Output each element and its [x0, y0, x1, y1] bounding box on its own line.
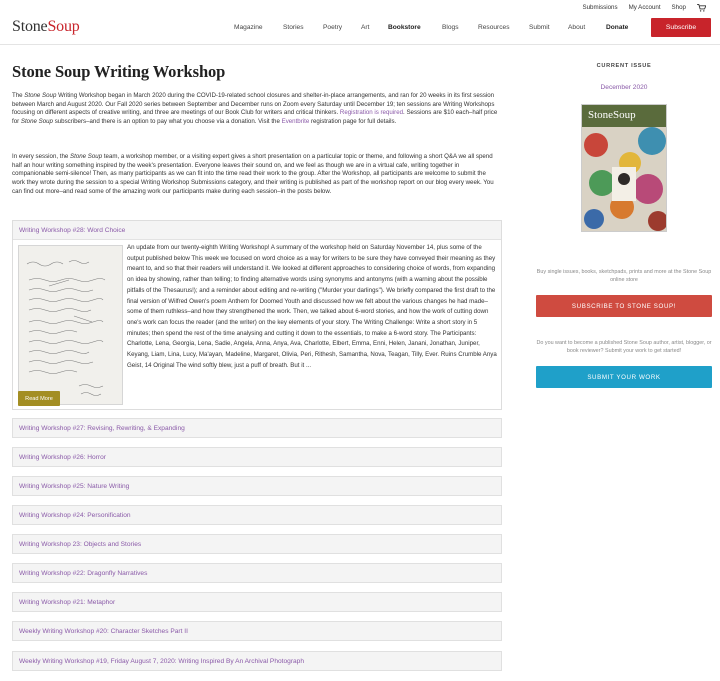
nav-resources[interactable]: Resources [478, 24, 510, 31]
intro-paragraph-2 [12, 153, 500, 197]
intro-text: Writing Workshop began in March 2020 during the COVID-19-related school closures and shelter-in-place arrangements, and ran for 20 weeks in its first session between March and August 2020. Our Fall 2020 series between September and December runs on Zoom every Saturday until December 19; ten sessions are Writing Workshops focusing on different aspects of creative writing, and three are meetings of our Book Club for writers and critical thinkers. [12, 92, 495, 117]
main-nav [234, 24, 646, 31]
post-accordion-item[interactable]: Weekly Writing Workshop #20: Character Sketches Part II [12, 621, 502, 641]
submit-work-button[interactable]: SUBMIT YOUR WORK [536, 366, 712, 388]
subscribe-button[interactable]: Subscribe [651, 18, 711, 37]
intro-text: In every session, the [12, 153, 71, 160]
brand-name: Stone Soup [20, 118, 53, 126]
nav-bookstore[interactable]: Bookstore [388, 24, 421, 31]
nav-submit[interactable]: Submit [529, 24, 550, 31]
post-accordion-item[interactable]: Writing Workshop #27: Revising, Rewriting, & Expanding [12, 418, 502, 438]
nav-about[interactable]: About [568, 24, 586, 31]
registration-link[interactable]: Registration is required [339, 109, 404, 117]
post-accordion-item[interactable]: Writing Workshop #21: Metaphor [12, 592, 502, 612]
my-account-link[interactable]: My Account [628, 4, 661, 11]
post-accordion-item[interactable]: Writing Workshop #25: Nature Writing [12, 476, 502, 496]
logo-soup: Soup [47, 18, 80, 35]
intro-text: subscribers–and there is an option to pay what you choose via a donation. Visit the [52, 118, 282, 126]
cart-icon[interactable] [697, 4, 706, 11]
shop-link[interactable]: Shop [671, 4, 686, 11]
current-issue-label: CURRENT ISSUE [596, 63, 652, 69]
subscribe-sidebar-button[interactable]: SUBSCRIBE TO STONE SOUP! [536, 295, 712, 317]
post-accordion-item[interactable]: Writing Workshop #24: Personification [12, 505, 502, 525]
cover-title: StoneSoup [588, 109, 636, 121]
post-accordion-item[interactable]: Writing Workshop 23: Objects and Stories [12, 534, 502, 554]
nav-stories[interactable]: Stories [283, 24, 304, 31]
nav-magazine[interactable]: Magazine [234, 24, 263, 31]
eventbrite-link[interactable]: Eventbrite [281, 118, 310, 126]
shop-blurb: Buy single issues, books, sketchpads, prints and more at the Stone Soup online store [536, 269, 712, 284]
manuscript-image[interactable] [18, 245, 123, 405]
featured-post-title[interactable]: Writing Workshop #28: Word Choice [13, 221, 501, 240]
logo-stone: Stone [12, 18, 48, 35]
intro-text: . Sessions are $10 each–half price for [12, 109, 498, 126]
featured-post [12, 220, 502, 410]
featured-post-excerpt: An update from our twenty-eighth Writing Workshop! A summary of the workshop held on Saturday November 14, plus some of the output published below This week we focused on word choice as a way for writers to be sure they have conveyed their meaning as they meant to, and so that their readers will understand it. We looked at different approaches to considering choice of words, from expanding on idea by showing, rather than telling; to finding alternative words using synonyms and antonyms (with a warning about the possible pitfalls of the Thesaurus!); and a reminder about editing and re-writing ("Murder your darlings"). We briefly compared the first draft to the final version of Wilfred Owen's poem Anthem for Doomed Youth and discussed how we felt about the various changes he had made–some of them ruthless–and how they strengthened the work. Then, we talked about 6-word stories, and how the work of cutting down one's work can focus the reader (and the writer) on the key elements of your story. The Writing Challenge: Write a short story in 5 minutes; then spend the rest of the time analysing and cutting it down to the essentials, to make a 6-word story. The Participants: Charlotte, Lena, Georgia, Lena, Sadie, Angela, Anna, Anya, Ava, Charlotte, Elbert, Emma, Enni, Helen, Janani, Jonathan, Juniper, Keyang, Liam, Lina, Lucy, Ma'ayan, Madeline, Margaret, Olivia, Peri, Rithesh, Samantha, Nova, Teagan, Tilly, Ever. Ruins Crumble Anya Geist, 14 Original The wind softly blew, just a puff of breath. But it ... [127, 244, 497, 369]
submit-blurb: Do you want to become a published Stone Soup author, artist, blogger, or book reviewer? Submit your work to get started! [536, 340, 712, 355]
page-title: Stone Soup Writing Workshop [12, 62, 226, 81]
issue-cover-image[interactable] [581, 104, 667, 232]
brand-name: Stone Soup [24, 92, 57, 99]
submissions-link[interactable]: Submissions [582, 4, 618, 11]
current-issue-link[interactable]: December 2020 [600, 84, 648, 91]
intro-text: The [12, 92, 25, 99]
post-accordion-item[interactable]: Writing Workshop #26: Horror [12, 447, 502, 467]
intro-text: team, a workshop member, or a visiting expert gives a short presentation on a particular topic or theme, and following a short Q&A we all spend half an hour writing something inspired by the week's presentation. Everyone leaves their sound on, and we feel as though we are in a virtual cafe, writing together in companionable semi-silence! Then, as many participants as we can fit into the time read their work to the group. After the Workshop, all participants are welcome to submit the work they wrote during the session to a special Writing Workshop Submissions category, and their writing is published as part of the workshop report on our blog every week. You can find out more–and read some of the amazing work our participants make during each session–in the posts below. [12, 153, 494, 195]
utility-bar [582, 4, 706, 11]
nav-donate[interactable]: Donate [606, 24, 629, 31]
header-divider [0, 44, 720, 45]
brand-name: Stone Soup [70, 153, 103, 160]
site-logo[interactable] [12, 18, 80, 36]
nav-art[interactable]: Art [361, 24, 370, 31]
nav-blogs[interactable]: Blogs [442, 24, 459, 31]
post-accordion-item[interactable]: Writing Workshop #22: Dragonfly Narratives [12, 563, 502, 583]
intro-text: registration page for full details. [309, 118, 397, 126]
post-accordion-item[interactable]: Weekly Writing Workshop #19, Friday August 7, 2020: Writing Inspired By An Archival Photograph [12, 651, 502, 671]
nav-poetry[interactable]: Poetry [323, 24, 343, 31]
intro-paragraph-1 [12, 92, 500, 127]
read-more-button[interactable]: Read More [18, 391, 60, 406]
